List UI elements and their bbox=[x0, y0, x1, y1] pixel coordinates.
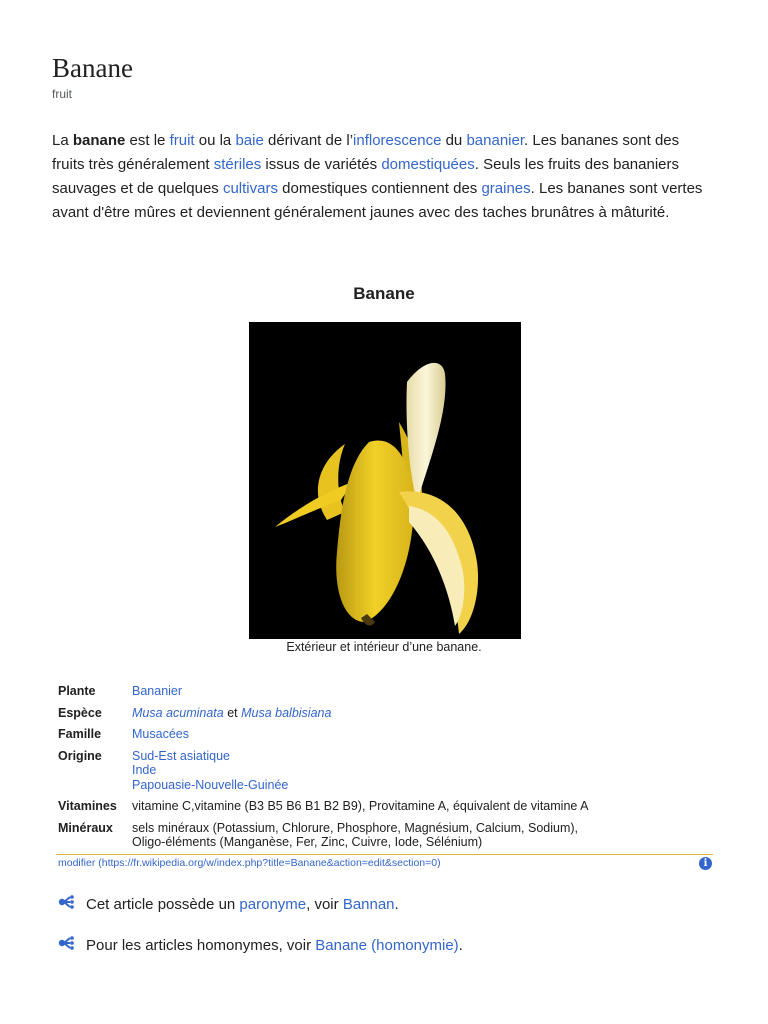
row-value bbox=[130, 683, 716, 705]
table-row bbox=[56, 820, 716, 856]
link-sud-est-asiatique[interactable]: Sud-Est asiatique bbox=[132, 748, 230, 763]
hatnote-text: Cet article possède un bbox=[86, 896, 240, 913]
hatnote-text: , voir bbox=[306, 896, 343, 913]
edit-link[interactable]: modifier (https://fr.wikipedia.org/w/index.php?title=Banane&action=edit&section=0) bbox=[58, 857, 441, 869]
table-row bbox=[56, 798, 716, 820]
link-graines[interactable]: graines bbox=[481, 180, 531, 197]
row-label: Plante bbox=[58, 684, 96, 698]
link-musa-balbisiana[interactable]: Musa balbisiana bbox=[241, 705, 332, 720]
table-row bbox=[56, 705, 716, 727]
row-value bbox=[130, 820, 716, 856]
row-label: Famille bbox=[58, 727, 102, 741]
hatnote-text: . bbox=[458, 937, 463, 954]
intro-bold-term: banane bbox=[72, 132, 126, 149]
row-label: Minéraux bbox=[58, 820, 113, 835]
link-bannan[interactable]: Bannan bbox=[342, 896, 395, 913]
link-inde[interactable]: Inde bbox=[132, 763, 157, 777]
row-value bbox=[130, 726, 716, 748]
row-text: Oligo-éléments (Manganèse, Fer, Zinc, Cuivre, Iode, Sélénium) bbox=[132, 835, 483, 849]
link-musacees[interactable]: Musacées bbox=[132, 727, 189, 741]
image-caption: Extérieur et intérieur d’une banane. bbox=[286, 640, 482, 654]
intro-text: du bbox=[441, 132, 467, 149]
link-banane-homonymie[interactable]: Banane (homonymie) bbox=[315, 937, 459, 954]
row-value: vitamine C,vitamine (B3 B5 B6 B1 B2 B9), Provitamine A, équivalent de vitamine A bbox=[132, 799, 589, 813]
link-steriles[interactable]: stériles bbox=[213, 156, 262, 173]
page-subtitle: fruit bbox=[52, 87, 73, 101]
link-bananier-plante[interactable]: Bananier bbox=[132, 684, 183, 698]
edit-divider bbox=[56, 854, 713, 855]
intro-text: est le bbox=[125, 132, 170, 149]
intro-text: ou la bbox=[194, 132, 236, 149]
link-paronyme[interactable]: paronyme bbox=[239, 896, 307, 913]
row-text: et bbox=[223, 705, 242, 720]
link-cultivars[interactable]: cultivars bbox=[222, 180, 278, 197]
intro-text: . Seuls les fruits des bananiers sauvages et de quelques bbox=[52, 156, 680, 197]
intro-text: . Les bananes sont des fruits très généralement bbox=[52, 132, 680, 173]
intro-paragraph bbox=[52, 129, 712, 225]
page-title: Banane bbox=[52, 53, 133, 83]
row-label: Origine bbox=[58, 748, 102, 763]
hatnote-paronyme bbox=[58, 896, 399, 913]
link-musa-acuminata[interactable]: Musa acuminata bbox=[132, 705, 224, 720]
info-icon[interactable]: i bbox=[699, 857, 712, 870]
row-value bbox=[130, 748, 716, 799]
hatnote-homonymie bbox=[58, 937, 463, 954]
link-baie[interactable]: baie bbox=[235, 132, 264, 149]
link-fruit[interactable]: fruit bbox=[169, 132, 195, 149]
disambiguation-icon bbox=[58, 895, 78, 913]
row-label: Espèce bbox=[58, 705, 102, 720]
link-domestiquees[interactable]: domestiquées bbox=[381, 156, 475, 173]
infobox-title: Banane bbox=[353, 284, 415, 303]
intro-text: La bbox=[52, 132, 73, 149]
hatnote-text: Pour les articles homonymes, voir bbox=[86, 937, 316, 954]
table-row bbox=[56, 683, 716, 705]
link-bananier[interactable]: bananier bbox=[466, 132, 525, 149]
intro-text: issus de variétés bbox=[261, 156, 382, 173]
row-label: Vitamines bbox=[58, 799, 117, 813]
intro-text: . Les bananes sont vertes avant d'être mûres et deviennent généralement jaunes avec des taches brunâtres à mâturité. bbox=[52, 180, 703, 221]
intro-text: domestiques contiennent des bbox=[277, 180, 482, 197]
disambiguation-icon bbox=[58, 936, 78, 954]
row-value bbox=[130, 705, 716, 727]
banana-image[interactable] bbox=[249, 322, 521, 639]
link-papouasie[interactable]: Papouasie-Nouvelle-Guinée bbox=[132, 777, 289, 792]
table-row bbox=[56, 748, 716, 799]
link-inflorescence[interactable]: inflorescence bbox=[353, 132, 442, 149]
banana-illustration bbox=[249, 322, 521, 639]
table-row bbox=[56, 726, 716, 748]
intro-text: dérivant de l’ bbox=[263, 132, 354, 149]
infobox-table bbox=[56, 683, 716, 856]
hatnote-text: . bbox=[394, 896, 399, 913]
row-text: sels minéraux (Potassium, Chlorure, Phosphore, Magnésium, Calcium, Sodium), bbox=[132, 820, 579, 835]
